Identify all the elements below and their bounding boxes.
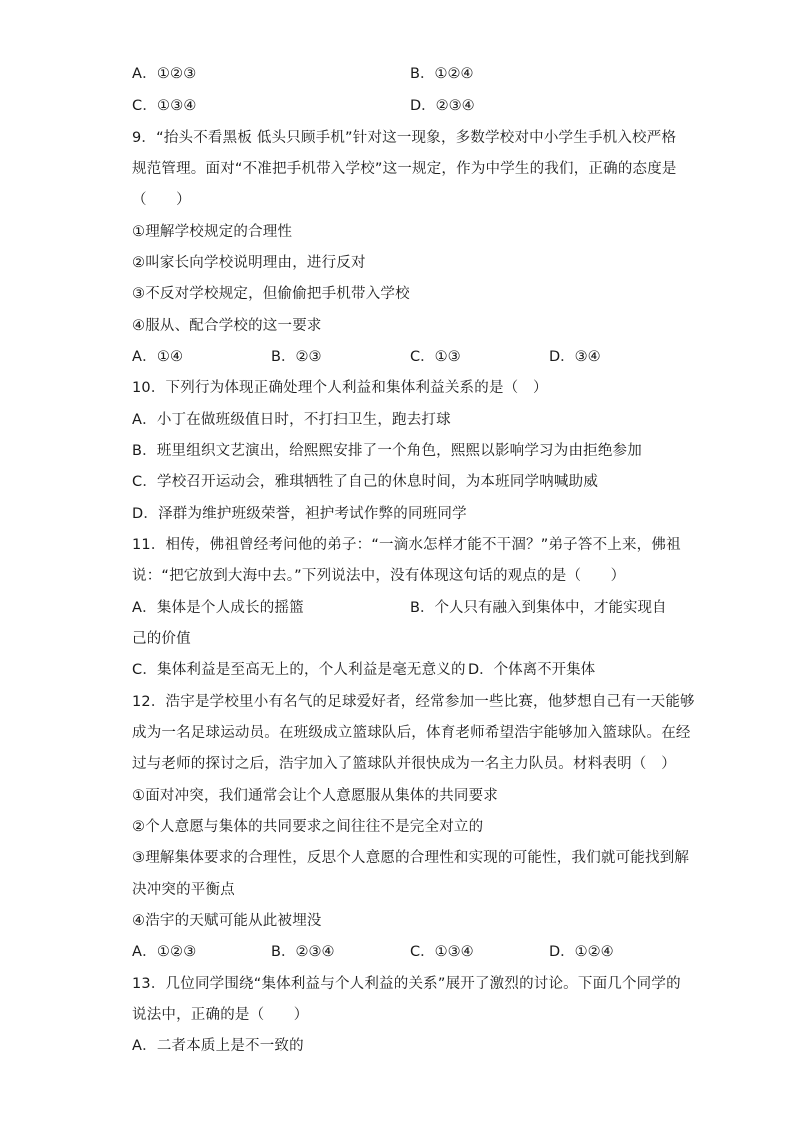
q11-option-b: B．个人只有融入到集体中，才能实现自 [410, 600, 667, 616]
q8-option-a: A．①②③ [132, 66, 197, 82]
q12-option-c: C．①③④ [410, 944, 474, 960]
q13-stem-line-1: 13．几位同学围绕“集体利益与个人利益的关系”展开了激烈的讨论。下面几个同学的 [132, 976, 681, 992]
q9-stem-line-1: 9．“抬头不看黑板 低头只顾手机”针对这一现象，多数学校对中小学生手机入校严格 [132, 130, 677, 146]
q11-option-c: C．集体利益是至高无上的，个人利益是毫无意义的 [132, 662, 466, 678]
q13-stem-line-2: 说法中，正确的是（ ） [132, 1007, 309, 1023]
q10-option-c: C．学校召开运动会，雅琪牺牲了自己的休息时间，为本班同学呐喊助威 [132, 474, 599, 490]
q9-option-c: C．①③ [410, 349, 461, 365]
q12-option-a: A．①②③ [132, 944, 197, 960]
q12-item-3: ③理解集体要求的合理性，反思个人意愿的合理性和实现的可能性，我们就可能找到解 [132, 850, 690, 866]
q10-option-a: A．小丁在做班级值日时，不打扫卫生，跑去打球 [132, 412, 451, 428]
q9-item-2: ②叫家长向学校说明理由，进行反对 [132, 255, 366, 271]
q9-item-3: ③不反对学校规定，但偷偷把手机带入学校 [132, 286, 410, 302]
q11-option-b-cont: 己的价值 [132, 631, 191, 647]
q12-stem-line-3: 过与老师的探讨之后，浩宇加入了篮球队并很快成为一名主力队员。材料表明（ ） [132, 756, 676, 772]
q9-stem-line-3: （ ） [132, 192, 191, 208]
q12-option-b: B．②③④ [271, 944, 335, 960]
q9-item-1: ①理解学校规定的合理性 [132, 224, 293, 240]
q9-option-a: A．①④ [132, 349, 184, 365]
q11-option-a: A．集体是个人成长的摇篮 [132, 600, 304, 616]
q12-item-3-cont: 决冲突的平衡点 [132, 882, 235, 898]
q11-stem-line-1: 11．相传，佛祖曾经考问他的弟子：“一滴水怎样才能不干涸？”弟子答不上来，佛祖 [132, 537, 681, 553]
q12-item-2: ②个人意愿与集体的共同要求之间往往不是完全对立的 [132, 819, 484, 835]
q10-option-d: D．泽群为维护班级荣誉，袒护考试作弊的同班同学 [132, 506, 467, 522]
q8-option-c: C．①③④ [132, 98, 197, 114]
q9-item-4: ④服从、配合学校的这一要求 [132, 318, 322, 334]
q9-option-b: B．②③ [271, 349, 322, 365]
q12-item-4: ④浩宇的天赋可能从此被埋没 [132, 913, 322, 929]
q12-option-d: D．①②④ [549, 944, 614, 960]
q13-option-a: A．二者本质上是不一致的 [132, 1038, 304, 1054]
q9-stem-line-2: 规范管理。面对“不准把手机带入学校”这一规定，作为中学生的我们，正确的态度是 [132, 161, 677, 177]
q11-stem-line-2: 说：“把它放到大海中去。”下列说法中，没有体现这句话的观点的是（ ） [132, 568, 626, 584]
q10-option-b: B．班里组织文艺演出，给熙熙安排了一个角色，熙熙以影响学习为由拒绝参加 [132, 443, 642, 459]
q10-stem: 10．下列行为体现正确处理个人利益和集体利益关系的是（ ） [132, 380, 548, 396]
q12-item-1: ①面对冲突，我们通常会让个人意愿服从集体的共同要求 [132, 788, 498, 804]
q9-option-d: D．③④ [549, 349, 601, 365]
q8-option-b: B．①②④ [410, 66, 474, 82]
q12-stem-line-2: 成为一名足球运动员。在班级成立篮球队后，体育老师希望浩宇能够加入篮球队。在经 [132, 725, 691, 741]
q8-option-d: D．②③④ [410, 98, 475, 114]
q11-option-d: D．个体离不开集体 [468, 662, 596, 678]
q12-stem-line-1: 12．浩宇是学校里小有名气的足球爱好者，经常参加一些比赛，他梦想自己有一天能够 [132, 694, 695, 710]
